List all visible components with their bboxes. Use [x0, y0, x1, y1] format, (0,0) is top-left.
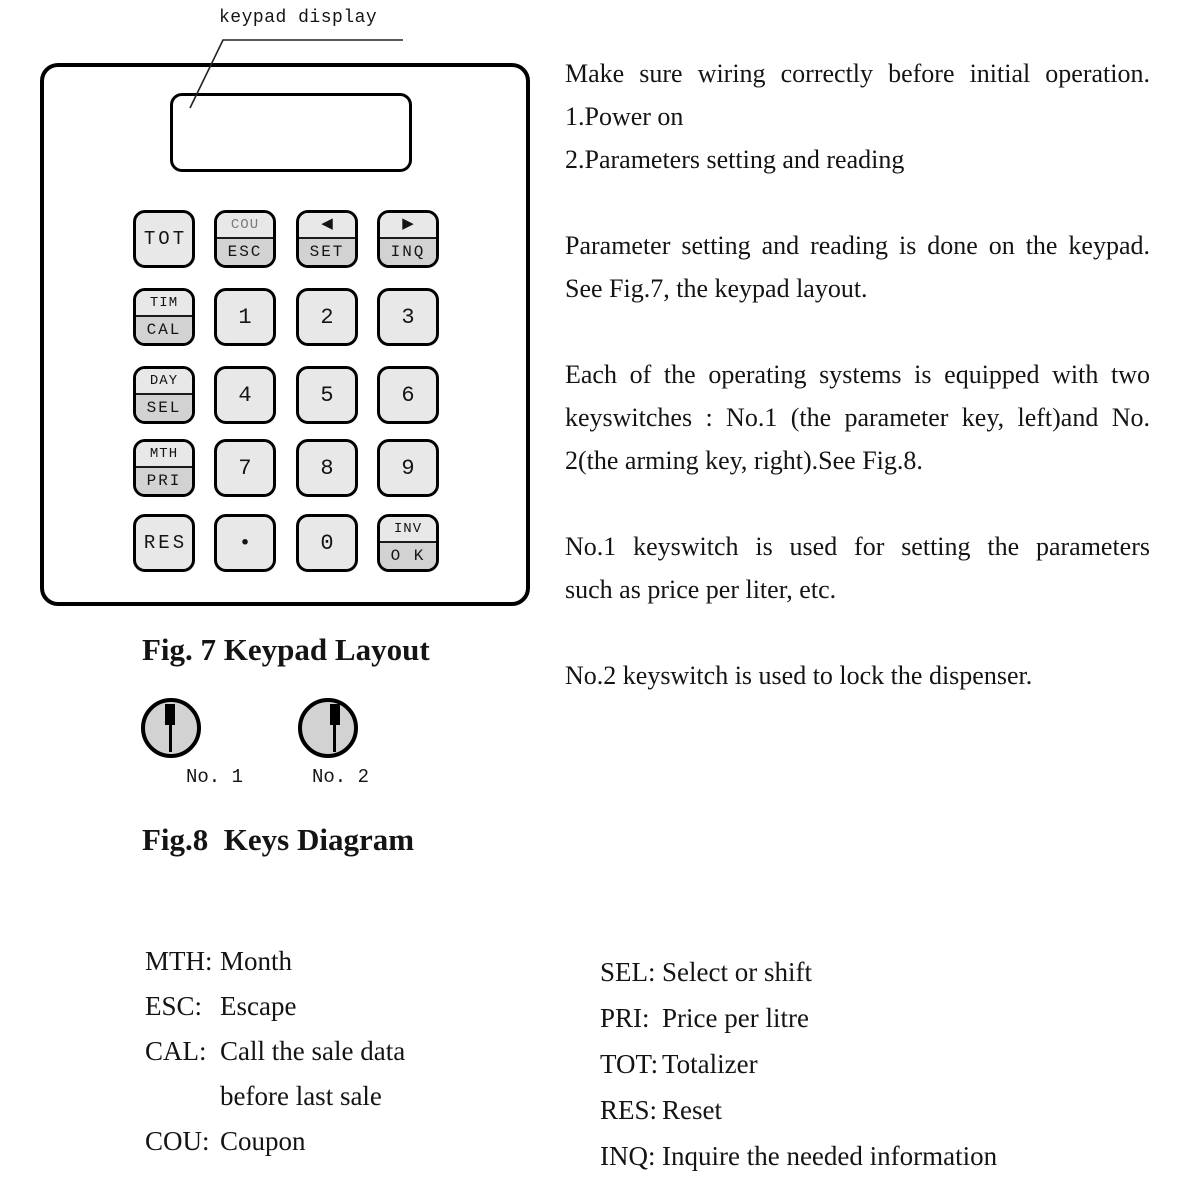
keyswitch-1	[141, 698, 201, 758]
key-bottom-label: INQ	[390, 242, 426, 261]
text-line: 2(the arming key, right).See Fig.8.	[565, 446, 923, 475]
legend-description-line: Month	[220, 946, 293, 976]
key-label: 8	[320, 455, 334, 481]
figure8-caption: Fig.8 Keys Diagram	[142, 822, 415, 857]
key-top-half	[380, 517, 436, 541]
key-top-label: MTH	[149, 445, 179, 462]
key-bottom-half	[136, 466, 192, 494]
text-line: See Fig.7, the keypad layout.	[565, 274, 868, 303]
legend-description-line: Escape	[220, 991, 297, 1021]
keypad-key-inq	[377, 210, 439, 268]
key-label: 0	[320, 530, 334, 556]
legend-row	[600, 1087, 997, 1133]
legend-description	[220, 939, 292, 984]
key-label: 1	[238, 304, 252, 330]
legend-row	[600, 1041, 997, 1087]
paragraph	[565, 52, 1150, 181]
text-line: No.1 keyswitch is used for setting the parameters	[565, 532, 1150, 561]
keyswitch-2-label: No. 2	[312, 766, 370, 788]
key-top-label: INV	[393, 520, 423, 537]
legend-right-column	[600, 949, 997, 1179]
legend-row	[145, 984, 405, 1029]
legend-description	[662, 995, 809, 1041]
legend-description	[662, 1041, 758, 1087]
text-line: keyswitches : No.1 (the parameter key, left)and No.	[565, 403, 1150, 432]
text-line: Make sure wiring correctly before initial operation.	[565, 59, 1150, 88]
legend-abbr: COU:	[145, 1126, 210, 1156]
legend-description	[220, 1029, 405, 1119]
text-line: 1.Power on	[565, 102, 684, 131]
legend-row	[600, 1133, 997, 1179]
key-top-half	[136, 291, 192, 315]
key-label: RES	[143, 532, 188, 554]
keypad-key-digit-6	[377, 366, 439, 424]
legend-description-line: before last sale	[220, 1081, 382, 1111]
instructions-text-column	[565, 52, 1150, 740]
key-label: 7	[238, 455, 252, 481]
legend-row	[145, 939, 405, 984]
keypad-key-digit-5	[296, 366, 358, 424]
keypad-display-annotation: keypad display	[219, 8, 378, 28]
key-slot-icon	[330, 704, 340, 725]
key-bottom-half	[380, 237, 436, 265]
key-bottom-half	[136, 315, 192, 343]
keypad-key-day-sel	[133, 366, 195, 424]
keypad-key-res	[133, 514, 195, 572]
keypad-panel	[40, 63, 530, 606]
legend-description	[662, 1087, 722, 1133]
keypad-key-tot	[133, 210, 195, 268]
legend-description	[220, 1119, 306, 1164]
key-bottom-label: SET	[309, 242, 345, 261]
right-arrow-icon: ▶	[402, 216, 414, 233]
paragraph	[565, 654, 1150, 697]
legend-description	[662, 1133, 997, 1179]
key-bottom-label: CAL	[146, 320, 182, 339]
keyswitch-1-label: No. 1	[186, 766, 244, 788]
key-label: 2	[320, 304, 334, 330]
key-slot-icon	[333, 724, 336, 752]
legend-abbr: CAL:	[145, 1036, 207, 1066]
text-line: Each of the operating systems is equipped with two	[565, 360, 1150, 389]
keypad-display-screen	[170, 93, 412, 172]
legend-description-line: Inquire the needed information	[662, 1141, 998, 1171]
keypad-key-cou-esc	[214, 210, 276, 268]
legend-abbr: TOT:	[600, 1049, 659, 1079]
legend-abbr: ESC:	[145, 991, 203, 1021]
keypad-key-digit-7	[214, 439, 276, 497]
key-label: 5	[320, 382, 334, 408]
left-arrow-icon: ◀	[321, 216, 333, 233]
key-bottom-half	[380, 541, 436, 569]
legend-description-line: Coupon	[220, 1126, 306, 1156]
key-bottom-half	[217, 237, 273, 265]
key-label: 6	[401, 382, 415, 408]
legend-description	[220, 984, 296, 1029]
key-bottom-label: O K	[390, 546, 426, 565]
figure7-caption: Fig. 7 Keypad Layout	[142, 632, 430, 667]
key-label: 4	[238, 382, 252, 408]
legend-abbr: INQ:	[600, 1141, 656, 1171]
keypad-key-digit-1	[214, 288, 276, 346]
legend-description-line: Call the sale data	[220, 1036, 406, 1066]
legend-left-column	[145, 939, 405, 1164]
key-top-label: DAY	[149, 372, 179, 389]
key-top-half	[136, 442, 192, 466]
key-top-half	[299, 213, 355, 237]
paragraph	[565, 353, 1150, 482]
keypad-key-digit-2	[296, 288, 358, 346]
key-label: 9	[401, 455, 415, 481]
key-top-half	[380, 213, 436, 237]
legend-description-line: Totalizer	[662, 1049, 758, 1079]
keypad-key-digit-0	[296, 514, 358, 572]
key-bottom-label: SEL	[146, 398, 182, 417]
key-bottom-label: ESC	[227, 242, 263, 261]
legend-row	[145, 1029, 405, 1119]
legend-description-line: Reset	[662, 1095, 722, 1125]
legend-description-line: Select or shift	[662, 957, 812, 987]
keypad-key-inv-ok	[377, 514, 439, 572]
keypad-key-digit-8	[296, 439, 358, 497]
key-label: 3	[401, 304, 415, 330]
keypad-key-mth-pri	[133, 439, 195, 497]
key-top-label: TIM	[149, 294, 179, 311]
key-slot-icon	[169, 724, 172, 752]
keypad-key-decimal: ·	[214, 514, 276, 572]
paragraph	[565, 525, 1150, 611]
text-line: 2.Parameters setting and reading	[565, 145, 905, 174]
keypad-key-digit-4	[214, 366, 276, 424]
key-top-label: COU	[230, 216, 260, 233]
keypad-key-set	[296, 210, 358, 268]
legend-row	[145, 1119, 405, 1164]
key-bottom-half	[136, 393, 192, 421]
text-line: No.2 keyswitch is used to lock the dispenser.	[565, 661, 1033, 690]
key-slot-icon	[165, 704, 175, 725]
legend-row	[600, 949, 997, 995]
keyswitch-2	[298, 698, 358, 758]
keypad-key-tim-cal	[133, 288, 195, 346]
keypad-key-digit-9	[377, 439, 439, 497]
legend-row	[600, 995, 997, 1041]
text-line: Parameter setting and reading is done on the keypad.	[565, 231, 1150, 260]
key-label: TOT	[143, 228, 188, 250]
key-bottom-label: PRI	[146, 471, 182, 490]
legend-description-line: Price per litre	[662, 1003, 809, 1033]
keypad-key-digit-3	[377, 288, 439, 346]
key-bottom-half	[299, 237, 355, 265]
legend-abbr: MTH:	[145, 946, 213, 976]
key-top-half	[136, 369, 192, 393]
legend-description	[662, 949, 812, 995]
legend-abbr: RES:	[600, 1095, 658, 1125]
legend-abbr: SEL:	[600, 957, 656, 987]
text-line: such as price per liter, etc.	[565, 575, 837, 604]
paragraph	[565, 224, 1150, 310]
key-top-half	[217, 213, 273, 237]
legend-abbr: PRI:	[600, 1003, 650, 1033]
